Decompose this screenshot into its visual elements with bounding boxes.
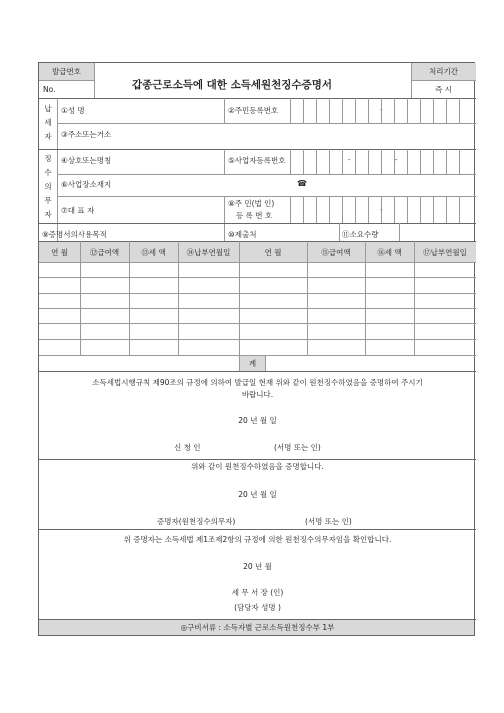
col-date-1: ⑭납부연월일 (186, 248, 231, 257)
payer-rrn-divider (459, 196, 460, 223)
application-text-line2: 바랍니다. (241, 390, 274, 399)
application-date: 20 년 월 일 (238, 416, 277, 425)
payer-rrn-divider (394, 196, 395, 223)
applicant-label: 신 청 인 (174, 443, 201, 452)
col-month-1: 연 월 (51, 248, 68, 257)
quantity-label: ⑪소요수량 (342, 230, 379, 239)
payer-location-label: ⑥사업장소재지 (61, 180, 112, 189)
payee-rrn-divider (303, 98, 304, 123)
payer-group-label: 징 수 의 무 자 (44, 154, 52, 219)
payee-rrn-divider (342, 98, 343, 123)
payer-bizno-divider (316, 149, 317, 174)
payer-rrn-divider (407, 196, 408, 223)
payer-bizno-divider (329, 149, 330, 174)
payee-rrn-label: ②주민등록번호 (228, 106, 279, 115)
col-month-2: 연 월 (264, 248, 282, 257)
payer-bizno-divider (420, 149, 421, 174)
payee-rrn-divider (381, 98, 382, 123)
payee-rrn-divider (368, 98, 369, 123)
submit-label: ⑩제출처 (228, 230, 257, 239)
payer-rrn-divider (433, 196, 434, 223)
payer-bizno-divider (342, 149, 343, 174)
payer-rrn-label-line2: 등 록 번 호 (236, 211, 273, 220)
payer-company-label: ④상호또는명칭 (61, 156, 112, 165)
certifier-sign: (서명 또는 인) (305, 517, 352, 526)
application-text-line1: 소득세법시행규칙 제90조의 규정에 의하여 발급일 현재 위와 같이 원천징수하였음을 증명하여 주시기 (92, 378, 423, 387)
payer-bizno-divider (368, 149, 369, 174)
officer-name: (담당자 성명 ) (234, 603, 281, 612)
payer-bizno-label: ⑤사업자등록번호 (228, 156, 286, 165)
payer-rrn-divider (368, 196, 369, 223)
payer-rrn-divider (420, 196, 421, 223)
purpose-label: ⑨증명서의사용목적 (42, 230, 107, 239)
document-title: 갑종근로소득에 대한 소득세원천징수증명서 (132, 79, 333, 91)
attachments-text: ◎구비서류 : 소득자별 근로소득원천징수부 1부 (180, 623, 335, 632)
phone-icon: ☎ (297, 179, 307, 188)
payee-name-label: ①성 명 (61, 106, 85, 115)
payee-rrn-divider (420, 98, 421, 123)
payee-rrn-divider (446, 98, 447, 123)
payer-rrn-divider (290, 196, 291, 223)
payee-rrn-divider (394, 98, 395, 123)
payer-bizno-divider (355, 149, 356, 174)
payer-bizno-divider (303, 149, 304, 174)
payer-rrn-divider (316, 196, 317, 223)
total-label: 계 (248, 359, 257, 368)
certificate-form: 발급번호 No. 갑종근로소득에 대한 소득세원천징수증명서 처리기간 즉 시 납 세 자 ①성 명 ②주민등록번호 - ③주소또는거소 징 수 의 무 자 ④상호또는명칭 ⑤사업자등록번호 - - ⑥사업장소재지 ☎ ⑦대 표 자 ⑧주 민(법 인) 등 록 번 호 - ⑨증명서의사용목적 ⑩제출처 ⑪소요수량 연 월 ⑫급여액 ⑬세 액 ⑭납부연월일 연 월 ⑮급여액 ⑯세 액 ⑰납부연월일 계 소득세법시행규칙 제90조의 규정에 의하여 발급일 현재 위와 같이 원천징수하였음을 증명하여 주시기 바랍니다. 20 년 월 일 신 청 인 (서명 또는 인) 위와 같이 원천징수하였음을 증명합니다. 20 년 월 일 증명자(원천징수의무자) (서명 또는 인) 위 증명자는 소득세법 제1조제2항의 규정에 의한 원천징수의무자임을 확인합니다. 20 년 월 세 무 서 장 (인) (담당자 성명 ) ◎구비서류 : 소득자별 근로소득원천징수부 1부 (38, 62, 475, 636)
no-label: No. (43, 85, 56, 94)
processing-label: 처리기간 (429, 67, 458, 76)
payer-rrn-divider (329, 196, 330, 223)
payee-rrn-divider (459, 98, 460, 123)
payee-rrn-divider (355, 98, 356, 123)
payer-bizno-divider (381, 149, 382, 174)
payer-bizno-divider (446, 149, 447, 174)
payer-bizno-divider (394, 149, 395, 174)
payer-bizno-divider (433, 149, 434, 174)
payer-rrn-label-line1: ⑧주 민(법 인) (228, 199, 275, 208)
payee-rrn-divider (316, 98, 317, 123)
payer-rrn-divider (342, 196, 343, 223)
payee-address-label: ③주소또는거소 (61, 130, 112, 139)
payer-bizno-divider (407, 149, 408, 174)
payee-rrn-divider (329, 98, 330, 123)
issue-no-label: 발급번호 (52, 67, 81, 76)
confirmation-date: 20 년 월 (243, 562, 272, 571)
payee-rrn-divider (290, 98, 291, 123)
payer-rrn-divider (446, 196, 447, 223)
col-tax-2: ⑯세 액 (377, 248, 402, 257)
payer-rrn-divider (303, 196, 304, 223)
payer-rep-label: ⑦대 표 자 (61, 206, 95, 215)
col-date-2: ⑰납부연월일 (423, 248, 467, 257)
payer-bizno-divider (290, 149, 291, 174)
tax-office-head: 세 무 서 장 (인) (231, 588, 284, 597)
payee-rrn-divider (407, 98, 408, 123)
certification-text: 위와 같이 원천징수하였음을 증명합니다. (191, 462, 324, 471)
confirmation-text: 위 증명자는 소득세법 제1조제2항의 규정에 의한 원천징수의무자임을 확인합니다. (123, 535, 392, 544)
col-tax-1: ⑬세 액 (141, 248, 166, 257)
payee-group-label: 납 세 자 (44, 104, 52, 141)
certifier-label: 증명자(원천징수의무자) (157, 517, 236, 526)
payer-rrn-divider (381, 196, 382, 223)
applicant-sign: (서명 또는 인) (274, 443, 321, 452)
payer-bizno-divider (459, 149, 460, 174)
col-pay-2: ⑮급여액 (321, 248, 351, 257)
col-pay-1: ⑫급여액 (89, 248, 120, 257)
processing-value: 즉 시 (435, 85, 452, 94)
payee-rrn-divider (433, 98, 434, 123)
certification-date: 20 년 월 일 (238, 490, 277, 499)
payer-rrn-divider (355, 196, 356, 223)
